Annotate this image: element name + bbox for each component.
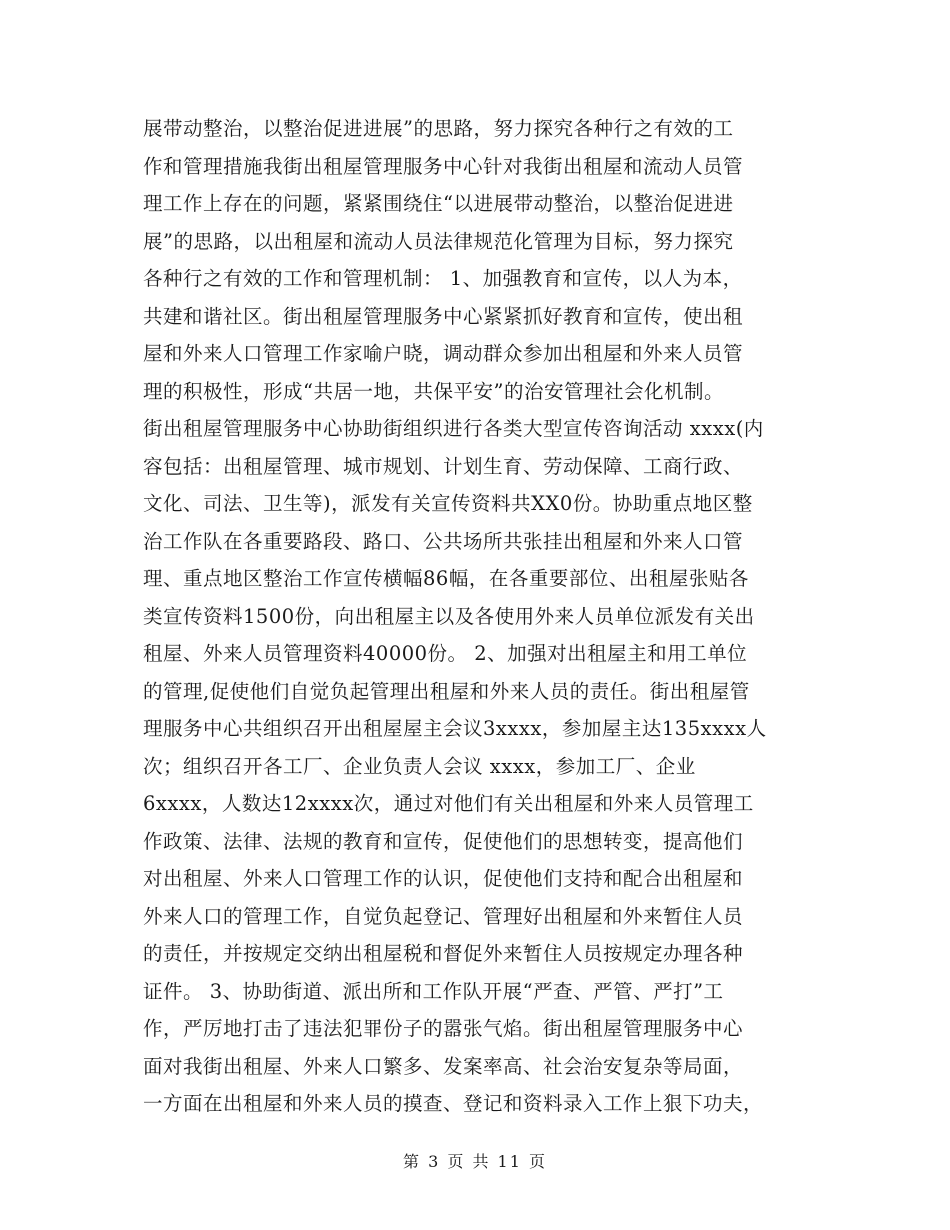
- text-line: 各种行之有效的工作和管理机制： 1、加强教育和宣传，以人为本，: [143, 267, 743, 290]
- text-line: 理工作上存在的问题，紧紧围绕住“以进展带动整治，以整治促进进: [143, 192, 734, 215]
- body-text: [143, 110, 813, 1123]
- text-line: 作政策、法律、法规的教育和宣传，促使他们的思想转变，提高他们: [143, 829, 744, 853]
- page-number: 第 3 页 共 11 页: [403, 1152, 547, 1171]
- text-line: 的管理,促使他们自觉负起管理出租屋和外来人员的责任。街出租屋管: [143, 679, 750, 703]
- text-line: 容包括：出租屋管理、城市规划、计划生育、劳动保障、工商行政、: [143, 454, 744, 478]
- text-line: 屋和外来人口管理工作家喻户晓，调动群众参加出租屋和外来人员管: [143, 342, 744, 365]
- text-line: 外来人口的管理工作，自觉负起登记、管理好出租屋和外来暂住人员: [143, 904, 744, 928]
- text-line: 一方面在出租屋和外来人员的摸查、登记和资料录入工作上狠下功夫，: [143, 1092, 764, 1115]
- text-line: 面对我街出租屋、外来人口繁多、发案率高、社会治安复杂等局面，: [143, 1054, 744, 1078]
- text-line: 的责任，并按规定交纳出租屋税和督促外来暂住人员按规定办理各种: [143, 942, 744, 965]
- text-line: 6xxxx，人数达12xxxx次，通过对他们有关出租屋和外来人员管理工: [143, 792, 754, 815]
- text-line: 次；组织召开各工厂、企业负责人会议 xxxx，参加工厂、企业: [143, 754, 696, 778]
- text-line: 治工作队在各重要路段、路口、公共场所共张挂出租屋和外来人口管: [143, 529, 744, 553]
- text-line: 理服务中心共组织召开出租屋屋主会议3xxxx，参加屋主达135xxxx人: [143, 717, 767, 740]
- text-line: 文化、司法、卫生等)，派发有关宣传资料共XX0份。协助重点地区整: [143, 492, 753, 515]
- text-line: 作和管理措施我街出租屋管理服务中心针对我街出租屋和流动人员管: [143, 154, 744, 178]
- text-line: 理的积极性，形成“共居一地，共保平安”的治安管理社会化机制。: [143, 379, 724, 403]
- text-line: 街出租屋管理服务中心协助街组织进行各类大型宣传咨询活动 xxxx(内: [143, 417, 764, 440]
- text-line: 证件。 3、协助街道、派出所和工作队开展“严查、严管、严打”工: [143, 979, 724, 1003]
- text-line: 共建和谐社区。街出租屋管理服务中心紧紧抓好教育和宣传，使出租: [143, 304, 744, 328]
- text-line: 类宣传资料1500份，向出租屋主以及各使用外来人员单位派发有关出: [143, 604, 755, 628]
- text-line: 理、重点地区整治工作宣传横幅86幅，在各重要部位、出租屋张贴各: [143, 567, 749, 590]
- text-line: 展”的思路，以出租屋和流动人员法律规范化管理为目标，努力探究: [143, 229, 734, 253]
- text-line: 作，严厉地打击了违法犯罪份子的嚣张气焰。街出租屋管理服务中心: [143, 1017, 744, 1040]
- text-line: 对出租屋、外来人口管理工作的认识，促使他们支持和配合出租屋和: [143, 867, 744, 890]
- text-line: 展带动整治，以整治促进进展”的思路，努力探究各种行之有效的工: [143, 117, 734, 140]
- text-line: 租屋、外来人员管理资料40000份。 2、加强对出租屋主和用工单位: [143, 642, 748, 665]
